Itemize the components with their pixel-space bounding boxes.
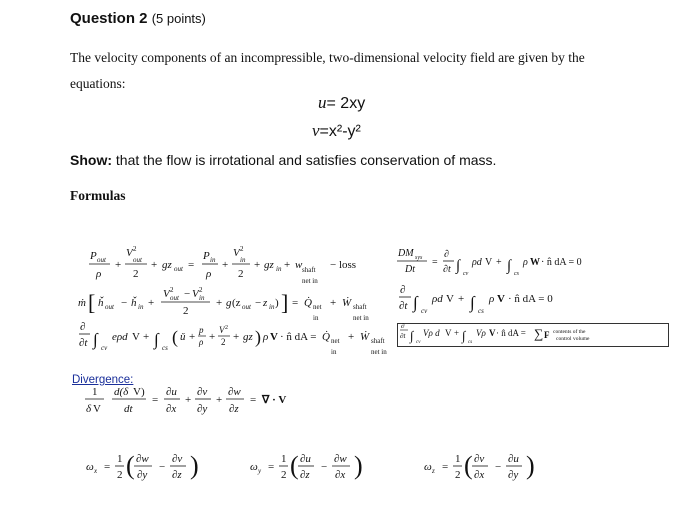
svg-text:+: + (222, 259, 229, 271)
svg-text:z: z (263, 297, 268, 309)
svg-text:p: p (199, 325, 204, 335)
svg-text:−: − (495, 461, 502, 473)
svg-text:=: = (432, 257, 438, 268)
divergence-heading: Divergence: (72, 374, 134, 386)
svg-text:−: − (321, 461, 328, 473)
show-label: Show: (70, 152, 112, 168)
svg-text:Dt: Dt (405, 264, 415, 275)
svg-text:cs: cs (468, 340, 473, 345)
svg-text:2: 2 (117, 469, 123, 481)
svg-text:+: + (189, 331, 196, 343)
svg-text:ρ: ρ (206, 268, 212, 280)
svg-text:ρ: ρ (489, 293, 495, 305)
vorticity-z-equation (424, 451, 535, 481)
svg-text:∑: ∑ (534, 326, 544, 341)
svg-text:in: in (269, 303, 275, 311)
svg-text:∂t: ∂t (400, 332, 406, 340)
svg-text:cs: cs (514, 271, 519, 277)
svg-text:∂w: ∂w (228, 386, 241, 398)
svg-text:gz: gz (264, 259, 274, 271)
svg-text:1: 1 (455, 453, 461, 465)
svg-text:(: ( (126, 451, 135, 480)
svg-text:ρ: ρ (96, 268, 102, 280)
svg-text:(: ( (290, 451, 299, 480)
svg-text:V: V (163, 288, 170, 300)
svg-text:d(δ: d(δ (114, 386, 129, 398)
svg-text:): ) (275, 297, 279, 309)
svg-text:V: V (233, 247, 240, 259)
svg-text:in: in (199, 294, 205, 302)
svg-text:in: in (313, 314, 319, 322)
svg-text:∂y: ∂y (197, 403, 208, 415)
svg-text:−: − (159, 461, 166, 473)
svg-text:Ẇ: Ẇ (360, 331, 370, 343)
svg-text:net in: net in (302, 277, 318, 285)
svg-text:control volume: control volume (556, 336, 590, 342)
svg-text:]: ] (281, 290, 289, 315)
svg-text:): ) (526, 451, 535, 480)
svg-text:∂v: ∂v (197, 386, 208, 398)
svg-text:∂y: ∂y (508, 469, 519, 481)
svg-text:out: out (242, 303, 251, 311)
svg-text:ȟ: ȟ (131, 297, 137, 309)
svg-text:out: out (133, 256, 142, 264)
svg-text:V): V) (133, 386, 145, 398)
svg-text:out: out (97, 256, 106, 264)
svg-text:· n̂ dA = 0: · n̂ dA = 0 (541, 257, 582, 268)
svg-text:1: 1 (281, 453, 287, 465)
svg-text:x: x (94, 467, 98, 475)
svg-text:∫: ∫ (93, 330, 98, 349)
svg-text:): ) (190, 451, 199, 480)
svg-text:ω: ω (86, 461, 94, 473)
svg-text:∫: ∫ (413, 293, 418, 312)
svg-text:2: 2 (221, 337, 226, 347)
svg-text:∇ · V: ∇ · V (262, 394, 287, 406)
svg-text:V: V (446, 293, 454, 305)
svg-text:=: = (292, 297, 299, 309)
svg-text:shaft: shaft (353, 303, 367, 311)
svg-text:net in: net in (371, 348, 387, 356)
svg-text:2: 2 (183, 305, 189, 317)
divergence-equation (85, 386, 286, 415)
mass-rtt-equation (397, 248, 582, 277)
energy-equation (89, 245, 356, 285)
vorticity-x-equation (86, 451, 199, 481)
svg-text:∂w: ∂w (334, 453, 347, 465)
svg-text:−: − (121, 297, 128, 309)
svg-text:∂w: ∂w (136, 453, 149, 465)
svg-text:+: + (115, 259, 122, 271)
svg-text:2: 2 (238, 268, 244, 280)
svg-text:in: in (331, 348, 337, 356)
svg-text:V: V (485, 257, 493, 268)
svg-text:V: V (93, 403, 101, 415)
svg-text:2: 2 (199, 286, 203, 294)
svg-text:∫: ∫ (470, 293, 475, 312)
svg-text:ρ: ρ (199, 337, 204, 347)
svg-text:in: in (210, 256, 216, 264)
svg-text:∂z: ∂z (229, 403, 239, 415)
vorticity-y-equation (250, 451, 363, 481)
svg-text:+: + (185, 394, 192, 406)
svg-text:V: V (192, 288, 199, 300)
svg-text:∂x: ∂x (474, 469, 485, 481)
svg-text:+: + (496, 257, 502, 268)
svg-text:V: V (270, 331, 278, 343)
svg-text:cv: cv (416, 340, 421, 345)
svg-text:+: + (148, 297, 155, 309)
svg-text:DM: DM (398, 248, 414, 259)
svg-text:out: out (174, 265, 183, 273)
svg-text:−: − (255, 297, 262, 309)
svg-text:∂u: ∂u (508, 453, 519, 465)
svg-text:∂: ∂ (400, 284, 406, 296)
svg-text:ρd: ρd (432, 293, 443, 305)
question-points: (5 points) (151, 11, 206, 26)
svg-text:+: + (458, 293, 465, 305)
svg-text:Vρ: Vρ (476, 328, 486, 338)
svg-text:+: + (284, 259, 291, 271)
svg-text:+: + (151, 259, 158, 271)
svg-text:(z: (z (232, 297, 241, 309)
svg-text:∂x: ∂x (166, 403, 177, 415)
svg-text:∫: ∫ (462, 328, 466, 343)
svg-text:+: + (216, 394, 223, 406)
svg-text:V: V (489, 328, 496, 338)
svg-text:=: = (268, 461, 275, 473)
svg-text:+: + (330, 297, 337, 309)
svg-text:2: 2 (170, 286, 174, 294)
svg-text:− loss: − loss (330, 259, 357, 271)
svg-text:∫: ∫ (154, 330, 159, 349)
svg-text:W: W (530, 257, 540, 268)
svg-text:gz: gz (243, 331, 253, 343)
svg-text:+: + (254, 259, 261, 271)
svg-text:∫: ∫ (507, 258, 512, 274)
svg-text:P: P (203, 250, 210, 262)
svg-text:=: = (104, 461, 111, 473)
svg-text:+: + (143, 331, 150, 343)
svg-text:(: ( (464, 451, 473, 480)
show-text: that the flow is irrotational and satisfies conservation of mass. (112, 152, 497, 168)
svg-text:ṁ: ṁ (78, 297, 86, 309)
svg-text:∂t: ∂t (443, 264, 451, 275)
svg-text:=: = (152, 394, 159, 406)
svg-text:V: V (445, 328, 452, 338)
svg-text:net in: net in (353, 314, 369, 322)
svg-text:+: + (233, 331, 240, 343)
v-expression: =x²-y² (319, 123, 361, 140)
svg-text:shaft: shaft (302, 266, 316, 274)
formulas-heading: Formulas (70, 188, 126, 203)
svg-text:∫: ∫ (456, 258, 461, 274)
svg-text:cv: cv (463, 271, 469, 277)
svg-text:V: V (497, 293, 505, 305)
svg-text:in: in (240, 256, 246, 264)
svg-text:ω: ω (424, 461, 432, 473)
svg-text:ρ: ρ (263, 331, 269, 343)
svg-text:=: = (442, 461, 449, 473)
svg-text:1: 1 (117, 453, 123, 465)
svg-text:Ẇ: Ẇ (342, 297, 352, 309)
svg-text:gz: gz (162, 259, 172, 271)
svg-text:V: V (126, 247, 133, 259)
svg-text:V: V (219, 325, 225, 335)
svg-text:+: + (348, 331, 355, 343)
svg-text:y: y (258, 467, 262, 475)
svg-text:∂v: ∂v (172, 453, 183, 465)
svg-text:+: + (216, 297, 223, 309)
svg-text:∂t: ∂t (399, 300, 408, 312)
svg-text:ȟ: ȟ (98, 297, 104, 309)
svg-text:∂y: ∂y (137, 469, 148, 481)
momentum-equation (400, 322, 590, 345)
svg-text:out: out (170, 294, 179, 302)
svg-text:dt: dt (124, 403, 133, 415)
svg-text:2: 2 (133, 245, 137, 253)
svg-text:∂: ∂ (444, 249, 449, 260)
svg-text:2: 2 (281, 469, 287, 481)
svg-text:out: out (105, 303, 114, 311)
svg-text:Q̇: Q̇ (304, 297, 312, 309)
svg-text:∂z: ∂z (300, 469, 310, 481)
svg-text:· n̂ dA = 0: · n̂ dA = 0 (508, 293, 553, 305)
u-expression: = 2xy (326, 95, 366, 112)
svg-text:ρd: ρd (472, 257, 482, 268)
svg-text:−: − (184, 288, 191, 300)
svg-text:V: V (132, 331, 140, 343)
svg-text:+: + (209, 331, 216, 343)
svg-text:net: net (313, 303, 322, 311)
svg-text:sys: sys (415, 255, 423, 261)
svg-text:ǔ: ǔ (180, 331, 186, 343)
svg-text:g: g (226, 297, 232, 309)
svg-text:· n̂ dA =: · n̂ dA = (280, 331, 317, 343)
svg-text:in: in (276, 265, 282, 273)
svg-text:∂: ∂ (80, 321, 86, 333)
svg-text:=: = (188, 259, 195, 271)
svg-text:∂u: ∂u (300, 453, 311, 465)
svg-text:cs: cs (478, 307, 484, 315)
svg-text:cs: cs (162, 344, 168, 352)
svg-text:1: 1 (92, 386, 98, 398)
svg-text:∂t: ∂t (79, 337, 88, 349)
svg-text:ω: ω (250, 461, 258, 473)
svg-text:P: P (90, 250, 97, 262)
svg-text:2: 2 (225, 325, 228, 331)
question-number: Question 2 (70, 10, 148, 27)
svg-text:2: 2 (240, 245, 244, 253)
svg-text:∂u: ∂u (166, 386, 177, 398)
v-symbol: v (312, 121, 320, 140)
energy-general-equation (79, 321, 387, 356)
svg-text:net: net (331, 337, 340, 345)
u-symbol: u (318, 93, 327, 112)
svg-text:z: z (432, 467, 435, 475)
svg-text:∂: ∂ (401, 322, 405, 330)
svg-text:cv: cv (101, 344, 108, 352)
svg-text:2: 2 (455, 469, 461, 481)
svg-text:[: [ (88, 290, 96, 315)
svg-text:· n̂ dA =: · n̂ dA = (496, 328, 526, 338)
svg-text:δ: δ (86, 403, 92, 415)
svg-text:in: in (138, 303, 144, 311)
svg-text:w: w (295, 259, 303, 271)
svg-text:(: ( (172, 327, 178, 347)
svg-text:2: 2 (133, 268, 139, 280)
energy-steady-equation (78, 286, 369, 322)
svg-text:∂z: ∂z (172, 469, 182, 481)
svg-text:Vρ d: Vρ d (423, 328, 440, 338)
svg-text:): ) (354, 451, 363, 480)
svg-text:shaft: shaft (371, 337, 385, 345)
svg-text:contents of the: contents of the (553, 329, 586, 335)
svg-text:ρ: ρ (523, 257, 528, 268)
svg-text:Q̇: Q̇ (322, 331, 330, 343)
svg-text:∫: ∫ (410, 328, 414, 343)
svg-text:+: + (454, 328, 460, 338)
svg-text:=: = (250, 394, 257, 406)
svg-text:): ) (255, 327, 261, 347)
svg-text:eρd: eρd (112, 331, 128, 343)
svg-text:cv: cv (421, 307, 428, 315)
question-prompt: The velocity components of an incompressible, two-dimensional velocity field are given by the equations: (70, 50, 585, 91)
svg-text:∂v: ∂v (474, 453, 485, 465)
mass-conservation-equation (399, 284, 553, 315)
svg-text:∂x: ∂x (335, 469, 346, 481)
svg-text:F: F (544, 330, 550, 340)
